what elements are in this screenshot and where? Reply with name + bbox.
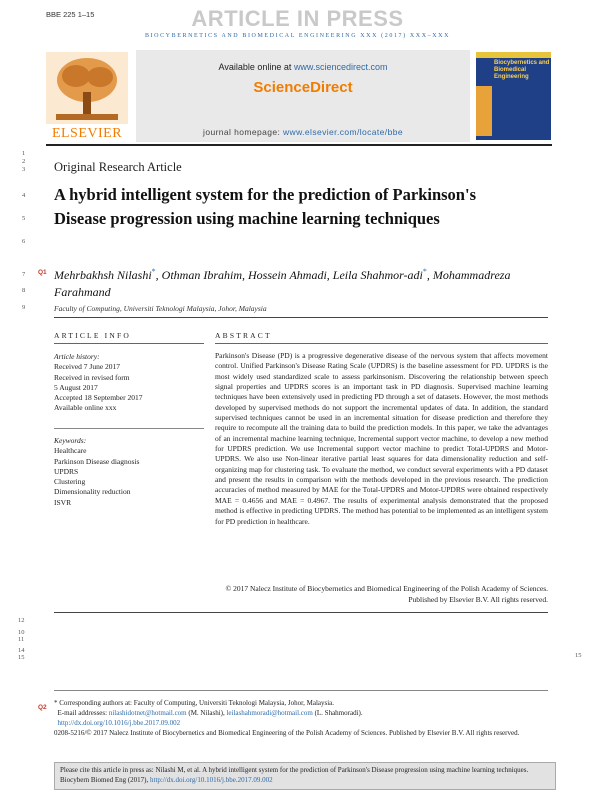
author-name: , Mohammadreza Farahmand xyxy=(54,268,511,299)
abstract-heading: ABSTRACT xyxy=(215,331,272,340)
email-addresses xyxy=(54,709,548,719)
header-rule xyxy=(46,144,552,146)
homepage-link[interactable]: www.elsevier.com/locate/bbe xyxy=(283,127,403,137)
article-info-rule xyxy=(54,343,204,344)
article-type: Original Research Article xyxy=(54,160,182,174)
query-marker[interactable]: Q1 xyxy=(38,269,47,276)
email-prefix: E-mail addresses: xyxy=(57,708,108,717)
line-number: 7 xyxy=(22,271,26,278)
corresponding-star[interactable]: * xyxy=(422,267,427,276)
line-number: 10 xyxy=(18,629,25,636)
citation-doi-link[interactable]: http://dx.doi.org/10.1016/j.bbe.2017.09.002 xyxy=(150,775,273,784)
history-item: 5 August 2017 xyxy=(54,382,98,392)
history-item: Received 7 June 2017 xyxy=(54,362,121,372)
line-number: 9 xyxy=(22,304,26,311)
line-number: 15 xyxy=(575,652,582,659)
abstract-text: Parkinson's Disease (PD) is a progressive degenerative disease of the nervous system that affects movement control. Unified Parkinson's Disease Rating Scale (UPDRS) is the baseline assessment for PD. UPDRS is the most widely used standardized scale to assess parkinsonism. Discovering the relationship between speech signal properties and UPDRS scores is an important task in PD diagnosis. Supervised machine learning techniques have been extensively used in predicting PD through a set of datasets. However, the most methods developed by supervised methods do not support the incremental updates of data. In addition, the standard supervised techniques cannot be used in an incremental situation for disease prediction and therefore they require to recompute all the training data to build the prediction models. In this paper, we take the advantages of an incremental machine learning technique, Incremental support vector machine, to develop a new method for UPDRS prediction. We use Incremental support vector machine to predict Total-UPDRS and Motor-UPDRS. We also use Non-linear iterative partial least squares for data dimensionality reduction and self-organizing map for clustering task. To evaluate the method, we conduct several experiments with a PD dataset and present the results in comparison with the methods developed in the previous research. The prediction accuracies of method measured by MAE for the Total-UPDRS and Motor-UPDRS were obtained respectively MAE = 0.4656 and MAE = 0.4967. The results of experimental analysis demonstrated that the proposed method is effective in predicting UPDRS. The method has potential to be implemented as an intelligent system for PD prediction in healthcare. xyxy=(215,351,548,526)
article-info-rule xyxy=(54,428,204,429)
history-label: Article history: xyxy=(54,352,100,361)
available-online xyxy=(136,62,470,72)
sciencedirect-link[interactable]: www.sciencedirect.com xyxy=(293,62,388,72)
history-item: Received in revised form xyxy=(54,372,130,382)
history-item: Accepted 18 September 2017 xyxy=(54,393,143,403)
corresponding-author-note: * Corresponding authors at: Faculty of Computing, Universiti Teknologi Malaysia, Johor, Malaysia. xyxy=(54,699,335,707)
keyword: Dimensionality reduction xyxy=(54,487,131,497)
affiliation: Faculty of Computing, Universiti Teknologi Malaysia, Johor, Malaysia xyxy=(54,304,267,313)
journal-homepage xyxy=(136,127,470,137)
journal-code: BBE 225 1–15 xyxy=(46,10,95,19)
elsevier-logo: ELSEVIER xyxy=(51,126,123,141)
sciencedirect-logo: ScienceDirect xyxy=(253,79,353,96)
email-owner: (M. Nilashi), xyxy=(188,708,225,717)
section-rule xyxy=(54,317,548,318)
doi-link[interactable]: http://dx.doi.org/10.1016/j.bbe.2017.09.002 xyxy=(57,718,181,727)
homepage-prefix: journal homepage: xyxy=(203,127,281,137)
line-number: 15 xyxy=(18,654,25,661)
cover-stripe xyxy=(476,52,551,58)
citation-body: Please cite this article in press as: Nilashi M, et al. A hybrid intelligent system for the prediction of Parkinson's Disease progression using machine learning techniques. Biocybern Biomed Eng (2017), xyxy=(60,766,529,784)
keyword: Parkinson Disease diagnosis xyxy=(54,456,140,466)
copyright-notice: © 2017 Nalecz Institute of Biocybernetics and Biomedical Engineering of the Polish Academy of Sciences. Published by Elsevier B.V. All rights reserved. xyxy=(225,584,548,604)
line-number: 2 xyxy=(22,158,26,165)
elsevier-tree-icon xyxy=(46,52,128,124)
line-number: 4 xyxy=(22,192,26,199)
line-number: 5 xyxy=(22,215,26,222)
citation-text xyxy=(60,766,550,785)
keyword: Clustering xyxy=(54,477,86,487)
line-number: 12 xyxy=(18,617,25,624)
line-number: 3 xyxy=(22,166,26,173)
line-number: 1 xyxy=(22,150,26,157)
line-number: 11 xyxy=(18,636,25,643)
email-owner: (L. Shahmoradi). xyxy=(314,708,363,717)
keywords xyxy=(54,436,204,508)
running-header: BIOCYBERNETICS AND BIOMEDICAL ENGINEERING XXX (2017) XXX–XXX xyxy=(144,33,451,39)
line-number: 14 xyxy=(18,647,25,654)
author-name: Mehrbakhsh Nilashi xyxy=(54,268,152,282)
query-marker[interactable]: Q2 xyxy=(38,704,47,711)
cover-title: Biocybernetics and Biomedical Engineering xyxy=(494,60,550,80)
article-info-heading: ARTICLE INFO xyxy=(54,331,131,340)
corresponding-star[interactable]: * xyxy=(151,267,156,276)
footnote xyxy=(54,699,548,728)
line-number: 8 xyxy=(22,287,26,294)
author-name: , Othman Ibrahim, Hossein Ahmadi, Leila Shahmor-adi xyxy=(155,268,423,282)
keyword: UPDRS xyxy=(54,466,79,476)
article-in-press-banner: ARTICLE IN PRESS xyxy=(191,6,404,31)
cover-band xyxy=(476,86,492,136)
article-history xyxy=(54,352,204,414)
author-list xyxy=(54,263,514,301)
keyword: ISVR xyxy=(54,497,72,507)
keyword: Healthcare xyxy=(54,446,87,456)
line-number: 6 xyxy=(22,238,26,245)
section-rule xyxy=(54,612,548,613)
issn-copyright: 0208-5216/© 2017 Nalecz Institute of Biocybernetics and Biomedical Engineering of the Polish Academy of Sciences. Published by Elsevier B.V. All rights reserved. xyxy=(54,729,520,737)
article-title: A hybrid intelligent system for the prediction of Parkinson's Disease progression using machine learning techniques xyxy=(54,185,476,228)
email-link[interactable]: leilashahmoradi@hotmail.com xyxy=(226,708,313,717)
footnote-rule xyxy=(54,690,548,691)
abstract-rule xyxy=(215,343,548,344)
history-item: Available online xxx xyxy=(54,403,117,413)
keywords-label: Keywords: xyxy=(54,436,87,445)
available-prefix: Available online at xyxy=(218,62,292,72)
email-link[interactable]: nilashidotnet@hotmail.com xyxy=(108,708,187,717)
